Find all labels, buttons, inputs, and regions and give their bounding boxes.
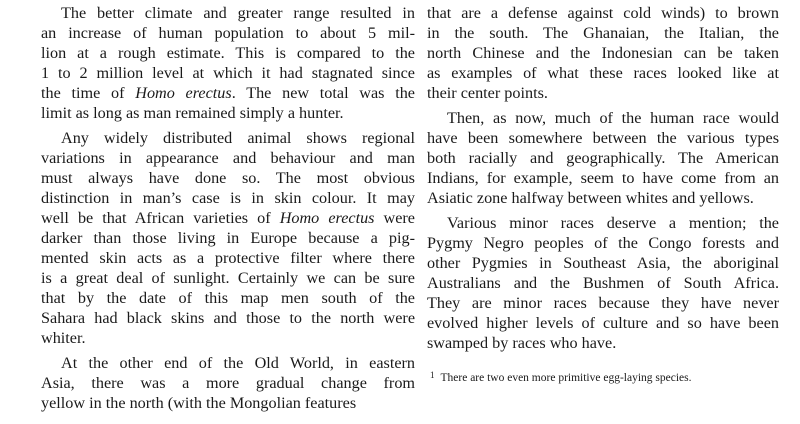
text-line: darker than those living in Europe because a pig- [41, 229, 415, 247]
text-line: Then, as now, much of the human race would [447, 109, 779, 127]
text-line: Any widely distributed animal shows regional [61, 129, 415, 147]
left-column [41, 3, 415, 413]
paragraph [427, 108, 779, 208]
text-line: Asiatic zone halfway between whites and yellows. [427, 189, 754, 207]
text-line: as examples of what these races looked like at [427, 64, 779, 82]
text-line [41, 83, 415, 103]
text-line: their center points. [427, 84, 548, 102]
text-line: whiter. [41, 329, 86, 347]
text-line [41, 208, 415, 228]
text-line: The better climate and greater range resulted in [61, 4, 415, 22]
text-line: lion at a rough estimate. This is compared to the [41, 44, 415, 62]
text-line: At the other end of the Old World, in eastern [61, 354, 415, 372]
text-line: both racially and geographically. The American [427, 149, 779, 167]
text-line: other Pygmies in Southeast Asia, the aboriginal [427, 254, 779, 272]
text-line: evolved higher levels of culture and so have been [427, 314, 779, 332]
text-segment: were [374, 209, 415, 227]
footnote-text: There are two even more primitive egg-laying species. [440, 372, 692, 384]
text-line: distinction in man’s case is in skin colour. It may [41, 189, 415, 207]
text-line: Australians and the Bushmen of South Africa. [427, 274, 779, 292]
text-line: limit as long as man remained simply a hunter. [41, 104, 344, 122]
text-line: in the south. The Ghanaian, the Italian, the [427, 24, 779, 42]
text-line: is a great deal of sunlight. Certainly we can be sure [41, 269, 415, 287]
text-line: north Chinese and the Indonesian can be taken [427, 44, 779, 62]
text-line: Sahara had black skins and those to the north were [41, 309, 415, 327]
paragraph [427, 3, 779, 103]
right-column [427, 3, 779, 353]
paragraph [427, 213, 779, 353]
text-line: Indians, for example, seem to have come from an [427, 169, 779, 187]
text-line: 1 to 2 million level at which it had stagnated since [41, 64, 415, 82]
text-line: have been somewhere between the various types [427, 129, 779, 147]
text-line: Asia, there was a more gradual change from [41, 374, 415, 392]
footnote-marker: 1 [430, 370, 435, 380]
text-line: must always have done so. The most obvious [41, 169, 415, 187]
paragraph [41, 128, 415, 348]
text-line: mented skin acts as a protective filter where there [41, 249, 415, 267]
italic-term: Homo erectus [135, 84, 232, 102]
text-line: Pygmy Negro peoples of the Congo forests and [427, 234, 779, 252]
text-line: Various minor races deserve a mention; the [447, 214, 779, 232]
text-line: swamped by races who have. [427, 334, 617, 352]
italic-term: Homo erectus [279, 209, 375, 227]
paragraph [41, 3, 415, 123]
footnote [430, 368, 790, 385]
text-line: that by the date of this map men south of the [41, 289, 415, 307]
text-line: yellow in the north (with the Mongolian features [41, 394, 357, 412]
paragraph [41, 353, 415, 413]
text-segment: well be that African varieties of [41, 209, 280, 227]
text-segment: . The new total was the [231, 84, 415, 102]
text-line: variations in appearance and behaviour and man [41, 149, 415, 167]
text-line: an increase of human population to about 5 mil- [41, 24, 415, 42]
text-segment: the time of [41, 84, 136, 102]
text-line: They are minor races because they have never [427, 294, 779, 312]
text-line: that are a defense against cold winds) to brown [427, 4, 779, 22]
